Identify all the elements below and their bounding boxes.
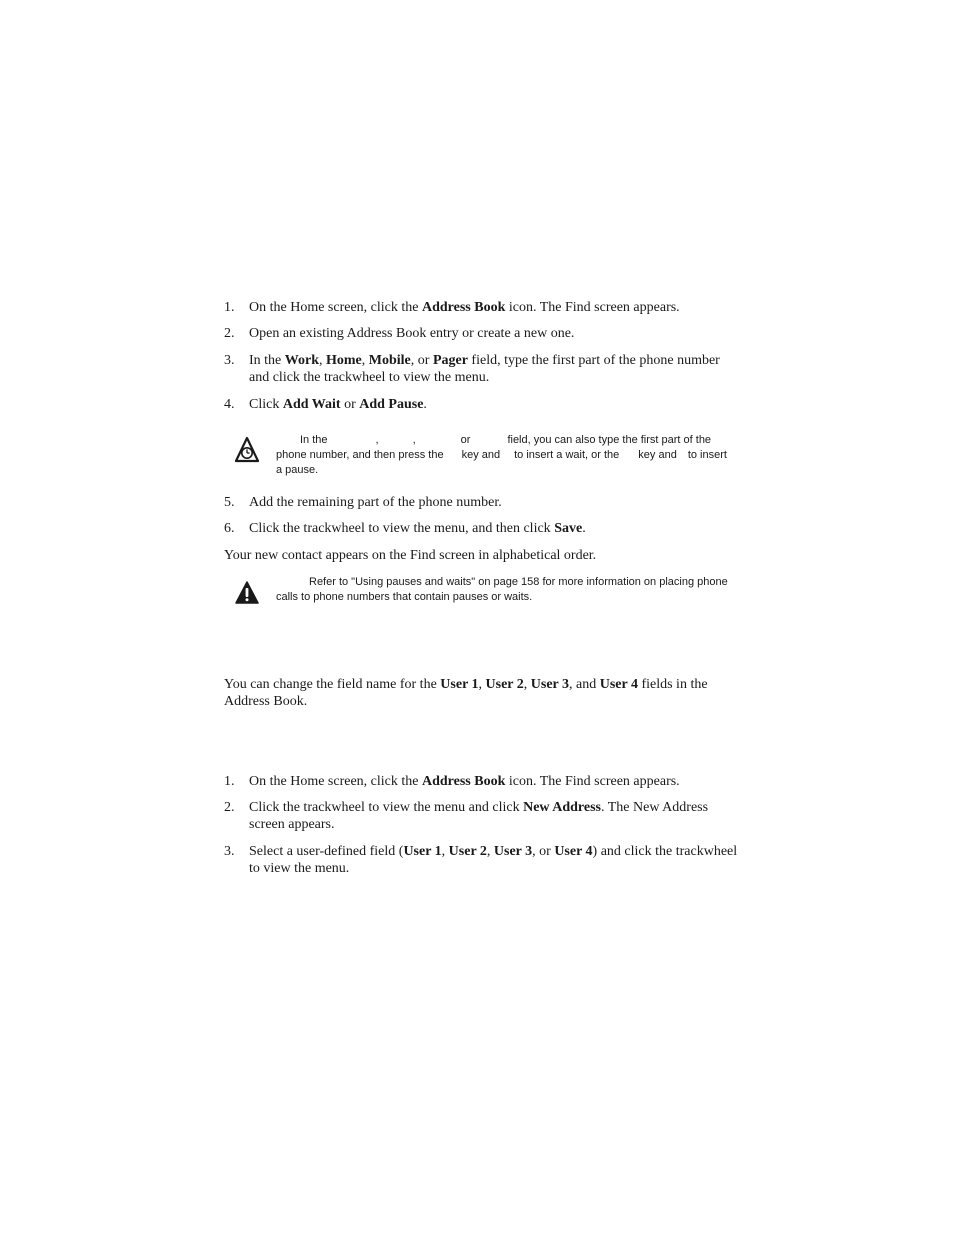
step-number: 5.	[224, 495, 235, 510]
step-number: 1.	[224, 774, 235, 789]
step-text: Open an existing Address Book entry or create a new one.	[249, 326, 575, 341]
step-text: Select a user-defined field (User 1, User 2, User 3, or User 4) and click the trackwheel to view the menu.	[249, 844, 738, 876]
step-number: 4.	[224, 397, 235, 412]
step-number: 3.	[224, 844, 235, 859]
warning-note-text: Refer to "Using pauses and waits" on page 158 for more information on placing phone calls to phone numbers that contain pauses or waits.	[276, 576, 728, 603]
clock-tip-icon	[235, 437, 259, 468]
step-text: Click Add Wait or Add Pause.	[249, 397, 427, 412]
step-text: Add the remaining part of the phone number.	[249, 495, 502, 510]
step-number: 2.	[224, 800, 235, 815]
user-fields-intro: You can change the field name for the User 1, User 2, User 3, and User 4 fields in the Address Book.	[224, 677, 708, 709]
step-number: 6.	[224, 521, 235, 536]
step-number: 1.	[224, 300, 235, 315]
step-text: Click the trackwheel to view the menu, and then click Save.	[249, 521, 586, 536]
step-text: On the Home screen, click the Address Book icon. The Find screen appears.	[249, 774, 680, 789]
step-text: In the Work, Home, Mobile, or Pager field, type the first part of the phone number and click the trackwheel to view the menu.	[249, 353, 720, 385]
result-text: Your new contact appears on the Find screen in alphabetical order.	[224, 548, 597, 563]
step-number: 3.	[224, 353, 235, 368]
step-number: 2.	[224, 326, 235, 341]
tip-note-text: In the , , or field, you can also type the first part of the phone number, and then press the key and to insert a wait, or the key and to insert a pause.	[276, 434, 727, 476]
step-text: Click the trackwheel to view the menu and click New Address. The New Address screen appears.	[249, 800, 709, 832]
warning-icon	[235, 581, 259, 610]
step-text: On the Home screen, click the Address Book icon. The Find screen appears.	[249, 300, 680, 315]
